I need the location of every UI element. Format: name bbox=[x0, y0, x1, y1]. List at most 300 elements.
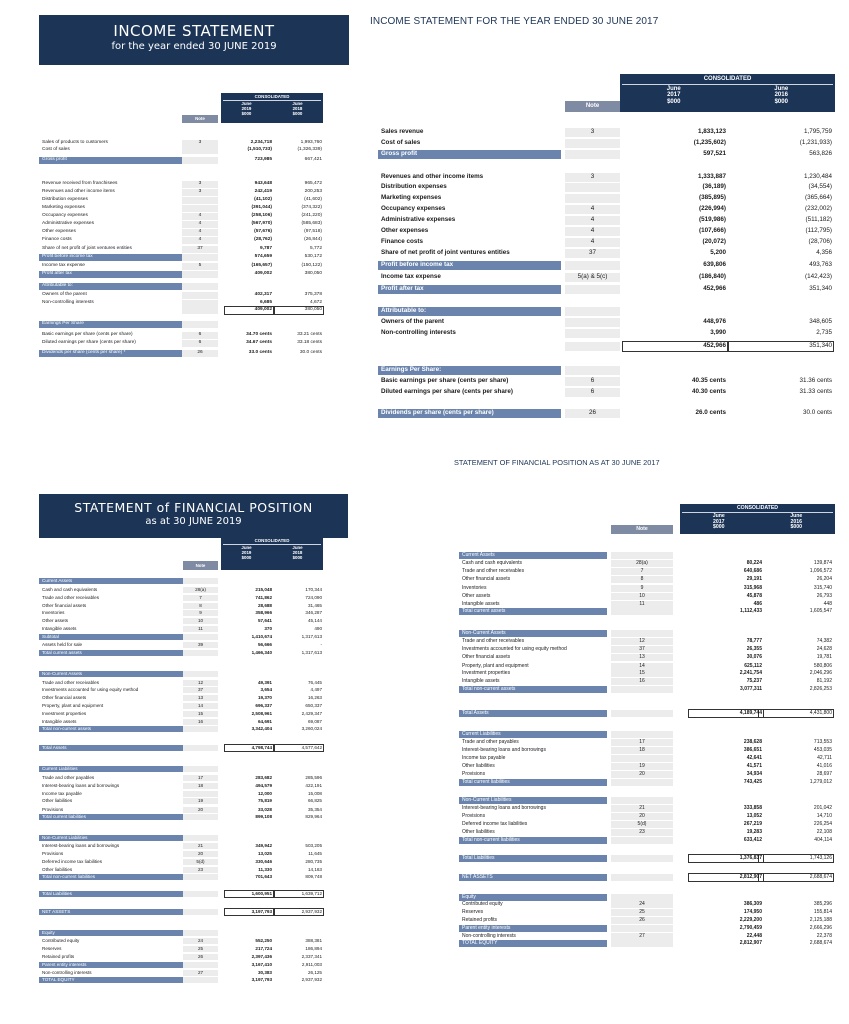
right_income-row-v2: (511,182) bbox=[805, 216, 832, 223]
right_position-row-v1: 2,812,907 bbox=[739, 874, 762, 880]
left_income-row-label: Basic earnings per share (cents per share) bbox=[42, 332, 133, 337]
right_income-row-v2: 493,763 bbox=[809, 261, 832, 268]
left_position-row-note: 15 bbox=[197, 711, 204, 716]
left_position-row-v2: 76,445 bbox=[307, 680, 322, 685]
left_position-row-v1: 11,330 bbox=[258, 867, 272, 872]
left_position-row-v2: 503,205 bbox=[305, 843, 322, 848]
left_income-row-v2: (241,220) bbox=[301, 213, 322, 218]
left_position-row-note: 25 bbox=[197, 946, 204, 951]
right_position-row-v2: 448 bbox=[823, 601, 832, 607]
left_position-row-note: 39 bbox=[197, 642, 204, 647]
left_income-row-v2: (26,844) bbox=[304, 237, 322, 242]
left_position-row-note bbox=[183, 962, 218, 968]
right_position-row-v1: 3,077,311 bbox=[740, 686, 762, 692]
left_position-consolidated-label: CONSOLIDATED bbox=[254, 538, 290, 543]
right_income-row-v1 bbox=[624, 366, 726, 375]
left_position-row-label: Non-Current Assets bbox=[42, 671, 83, 676]
left_income-col1-line: $000 bbox=[241, 110, 252, 116]
right_income-row-note bbox=[565, 366, 620, 375]
left_position-row-v1: 3,654 bbox=[260, 687, 272, 692]
left_position-row-v1 bbox=[226, 930, 272, 936]
left_position-row-v2: 170,344 bbox=[305, 587, 322, 592]
right_position-row-label: Interest-bearing loans and borrowings bbox=[462, 805, 546, 811]
right_position-row-v1: 174,950 bbox=[743, 909, 762, 915]
right_position-row-v2: 2,826,253 bbox=[809, 686, 832, 692]
right_position-row-note bbox=[611, 731, 673, 738]
right_income-row-v2: (1,231,933) bbox=[799, 139, 832, 146]
right_income-row-v1: 40.35 cents bbox=[692, 377, 726, 384]
right_position-row-v1: 2,812,907 bbox=[739, 940, 762, 946]
left_position-row-label: Total current assets bbox=[42, 650, 82, 655]
right_income-row-v2: 31.33 cents bbox=[799, 388, 832, 395]
right_position-col1-line: $000 bbox=[712, 524, 725, 531]
right_income-row-label: Sales revenue bbox=[381, 128, 424, 135]
right_position-row-v1: 30,076 bbox=[746, 654, 762, 660]
right_position-bar-row bbox=[459, 894, 607, 901]
right_position-row-note bbox=[611, 940, 673, 947]
left_position-row-label: Trade and other payables bbox=[42, 775, 95, 780]
left_income-row-v1: 242,419 bbox=[254, 189, 272, 194]
left_position-row-note: 27 bbox=[197, 970, 204, 975]
right_income-row-v1: 26.0 cents bbox=[695, 409, 726, 416]
left_position-row-note: 14 bbox=[197, 703, 204, 708]
left_position-row-v1: 1,600,951 bbox=[251, 891, 272, 896]
right_position-row-v2: 385,296 bbox=[813, 901, 832, 907]
right_income-row-note bbox=[565, 285, 620, 294]
left_position-row-label: Cash and cash equivalents bbox=[42, 587, 98, 592]
left_income-row-v2: (374,322) bbox=[301, 205, 322, 210]
right_income-row-v1: 5,200 bbox=[710, 249, 726, 256]
right_position-row-v2: 28,697 bbox=[816, 771, 832, 777]
right_income-row-label: Finance costs bbox=[381, 238, 423, 245]
right_position-row-note bbox=[611, 710, 673, 717]
right_position-row-v1: 633,412 bbox=[743, 837, 762, 843]
position-2019-banner bbox=[39, 494, 348, 538]
left_income-row-v1: (1,510,733) bbox=[247, 147, 272, 152]
right_position-row-label: Reserves bbox=[462, 909, 484, 915]
right_income-col1-line: June bbox=[666, 86, 681, 92]
left_income-row-v1: 33.0 cents bbox=[248, 350, 272, 355]
left_income-row-v1: (258,106) bbox=[251, 213, 272, 218]
right_income-row-v1: (36,189) bbox=[702, 183, 726, 190]
right_income-row-label: Basic earnings per share (cents per share) bbox=[381, 377, 509, 384]
right_income-row-v2 bbox=[730, 307, 832, 316]
left_income-col2-line: June bbox=[292, 101, 303, 107]
left_income-row-label: Other expenses bbox=[42, 229, 76, 234]
left_position-row-v1: 701,643 bbox=[255, 874, 272, 879]
right_position-row-note: 19 bbox=[639, 763, 645, 769]
right_position-row-v1: 1,112,433 bbox=[740, 608, 762, 614]
right_income-col1-header bbox=[620, 86, 728, 105]
left_position-row-label: Total Liabilities bbox=[42, 891, 72, 896]
right_income-row-note: 4 bbox=[590, 238, 595, 245]
left_income-row-v1: (57,676) bbox=[254, 229, 272, 234]
left_position-row-note: 17 bbox=[197, 775, 204, 780]
income-2019-title: INCOME STATEMENT bbox=[113, 22, 275, 40]
right_income-col2-line: June bbox=[774, 86, 789, 92]
right_position-row-v1 bbox=[690, 552, 762, 559]
left_position-row-label: Reserves bbox=[42, 946, 62, 951]
right_position-row-v2: 713,553 bbox=[813, 739, 832, 745]
left_income-row-note: 4 bbox=[198, 229, 202, 234]
left_position-row-label: Income tax payable bbox=[42, 791, 82, 796]
left_income-row-v2 bbox=[276, 283, 322, 290]
right_income-row-label: Diluted earnings per share (cents per share) bbox=[381, 388, 513, 395]
left_income-row-label: Profit after tax bbox=[42, 271, 72, 276]
right_income-row-note: 6 bbox=[590, 377, 595, 384]
right_position-row-v2: 1,096,572 bbox=[809, 568, 832, 574]
left_income-row-v2: 375,378 bbox=[304, 292, 322, 297]
income-2019-banner bbox=[39, 15, 349, 65]
right_position-row-label: Total current assets bbox=[462, 608, 506, 614]
left_position-row-label: Total non-current liabilities bbox=[42, 874, 96, 879]
right_position-row-v1: 625,112 bbox=[744, 663, 762, 669]
right_position-row-label: Intangible assets bbox=[462, 678, 500, 684]
left_position-row-v2: 490 bbox=[314, 626, 322, 631]
left_income-row-note bbox=[182, 292, 218, 299]
left_position-row-label: Investment properties bbox=[42, 711, 87, 716]
right_income-row-label: Gross profit bbox=[381, 150, 418, 157]
right_income-row-label: Owners of the parent bbox=[381, 318, 444, 325]
right_position-row-v1: 29,191 bbox=[746, 576, 762, 582]
left_income-row-note bbox=[182, 254, 218, 261]
right_position-header-block bbox=[680, 504, 835, 534]
right_income-row-v1: (385,895) bbox=[699, 194, 726, 201]
left_position-row-note bbox=[183, 634, 218, 640]
income-2017-title: INCOME STATEMENT FOR THE YEAR ENDED 30 JUNE 2017 bbox=[370, 16, 659, 27]
right_income-row-note bbox=[565, 329, 620, 338]
right_position-row-v2: 201,042 bbox=[813, 805, 832, 811]
position-2017-title: STATEMENT OF FINANCIAL POSITION AS AT 30 JUNE 2017 bbox=[454, 458, 660, 467]
left_income-row-note bbox=[182, 307, 218, 314]
right_position-row-v2 bbox=[760, 894, 832, 901]
left_position-row-v1: 19,370 bbox=[257, 695, 272, 700]
left_position-row-label: Subtotal bbox=[42, 634, 59, 639]
left_position-row-v2: - bbox=[320, 642, 322, 647]
right_position-row-v2: 81,192 bbox=[816, 678, 832, 684]
right_position-row-v1: 743,425 bbox=[743, 779, 762, 785]
left_position-row-note: 5(d) bbox=[196, 859, 205, 864]
right_position-row-v1: 78,777 bbox=[746, 638, 762, 644]
left_position-row-v2: 26,125 bbox=[307, 970, 322, 975]
left_position-row-label: Assets held for sale bbox=[42, 642, 83, 647]
right_position-col2-header bbox=[758, 514, 836, 530]
left_income-row-v1: 34.67 cents bbox=[246, 340, 272, 345]
left_position-row-label: Interest-bearing loans and borrowings bbox=[42, 843, 120, 848]
right_income-row-label: Revenues and other income items bbox=[381, 173, 484, 180]
left_income-row-note: 5 bbox=[198, 263, 202, 268]
right_position-row-note bbox=[611, 894, 673, 901]
left_position-row-note bbox=[183, 791, 218, 797]
left_income-row-note: 4 bbox=[198, 237, 202, 242]
left_position-row-note: 8 bbox=[199, 603, 202, 608]
left_income-row-v1: (567,970) bbox=[251, 221, 272, 226]
left_position-col2-header bbox=[272, 546, 323, 560]
left_position-row-label: Parent entity interests bbox=[42, 962, 87, 967]
right_position-row-label: Total Liabilities bbox=[462, 855, 495, 861]
right_position-row-note bbox=[611, 630, 673, 637]
left_position-row-v1: 1,466,340 bbox=[251, 650, 272, 655]
left_position-row-v2 bbox=[276, 835, 322, 841]
right_position-row-note: 10 bbox=[639, 593, 645, 599]
right_income-row-note bbox=[565, 150, 620, 159]
left_position-row-v2: 31,465 bbox=[307, 603, 322, 608]
left_position-row-label: Trade and other receivables bbox=[42, 595, 100, 600]
right_position-row-note bbox=[611, 552, 673, 559]
right_position-row-v2: 315,740 bbox=[813, 585, 832, 591]
right_income-row-label: Administrative expenses bbox=[381, 216, 456, 223]
right_income-row-v2: 1,230,484 bbox=[803, 173, 832, 180]
left_position-row-v2: 16,263 bbox=[307, 695, 322, 700]
right_income-row-note: 6 bbox=[590, 388, 595, 395]
right_position-row-v2: 41,016 bbox=[816, 763, 832, 769]
left_position-row-v2 bbox=[276, 930, 322, 936]
right_income-row-note: 5(a) & 5(c) bbox=[577, 273, 608, 280]
left_income-header-rule bbox=[223, 100, 321, 101]
right_position-note-header: Note bbox=[611, 525, 673, 534]
left_income-row-note: 4 bbox=[198, 213, 202, 218]
left_position-row-label: Other liabilities bbox=[42, 798, 73, 803]
left_position-col1-header bbox=[221, 546, 272, 560]
left_position-row-label: Total Assets bbox=[42, 745, 67, 750]
right_income-row-v2: (112,795) bbox=[805, 227, 832, 234]
left_income-row-v2: 5,772 bbox=[309, 246, 322, 251]
right_income-row-v1: 3,990 bbox=[710, 329, 726, 336]
right_income-row-v2: 1,795,759 bbox=[803, 128, 832, 135]
right_position-row-v1: 4,189,744 bbox=[739, 710, 762, 716]
left_position-row-label: Trade and other receivables bbox=[42, 680, 100, 685]
right_position-row-v1: 19,283 bbox=[746, 829, 762, 835]
right_income-col2-header bbox=[728, 86, 836, 105]
left_income-row-note: 26 bbox=[197, 350, 203, 355]
left_position-row-label: Other financial assets bbox=[42, 603, 87, 608]
right_income-row-v1: 448,976 bbox=[703, 318, 726, 325]
left_income-row-note bbox=[182, 300, 218, 307]
right_position-row-note: 11 bbox=[639, 601, 645, 607]
right_position-col1-header bbox=[680, 514, 758, 530]
left_income-row-label: Distribution expenses bbox=[42, 197, 88, 202]
right_position-row-label: Interest-bearing loans and borrowings bbox=[462, 747, 546, 753]
right_income-row-note: 4 bbox=[590, 216, 595, 223]
right_position-row-note: 26 bbox=[639, 917, 645, 923]
position-2019-title: STATEMENT of FINANCIAL POSITION bbox=[74, 500, 313, 515]
right_income-row-label: Share of net profit of joint ventures entities bbox=[381, 249, 510, 256]
right_position-row-v2: 42,711 bbox=[817, 755, 832, 761]
right_income-row-label: Other expenses bbox=[381, 227, 429, 234]
left_position-row-label: Non-controlling interests bbox=[42, 970, 92, 975]
right_position-col2-line: 2016 bbox=[790, 518, 803, 525]
left_income-row-v2: 200,253 bbox=[304, 189, 322, 194]
right_income-row-v1: (519,986) bbox=[699, 216, 726, 223]
left_income-row-note bbox=[182, 157, 218, 164]
left_position-row-note: 20 bbox=[197, 807, 204, 812]
left_position-row-note bbox=[183, 650, 218, 656]
right_income-col2-line: 2016 bbox=[774, 92, 788, 99]
left_income-row-v1 bbox=[226, 321, 272, 328]
left_income-note-header: Note bbox=[182, 115, 218, 123]
right_income-row-note: 3 bbox=[590, 173, 595, 180]
right_income-row-v2: (232,002) bbox=[805, 205, 832, 212]
right_position-row-note: 14 bbox=[639, 663, 645, 669]
right_income-row-label: Profit after tax bbox=[381, 285, 424, 292]
left_income-consolidated-label: CONSOLIDATED bbox=[254, 94, 290, 99]
right_position-row-v1: 386,651 bbox=[743, 747, 762, 753]
right_position-row-note: 7 bbox=[640, 568, 644, 574]
right_position-row-v2: 2,688,674 bbox=[809, 874, 832, 880]
left_position-row-note: 28(a) bbox=[195, 587, 206, 592]
right_position-row-label: Trade and other receivables bbox=[462, 638, 525, 644]
left_income-row-label: Sales of products to customers bbox=[42, 140, 108, 145]
left_position-row-v1: 3,197,793 bbox=[251, 909, 272, 914]
right_position-row-label: Other financial assets bbox=[462, 576, 511, 582]
right_income-row-note: 26 bbox=[588, 409, 596, 416]
left_position-row-v2: 1,317,613 bbox=[301, 650, 322, 655]
right_position-row-v1: 42,641 bbox=[746, 755, 762, 761]
right_position-row-v2: 2,688,674 bbox=[809, 940, 832, 946]
right_position-row-label: Property, plant and equipment bbox=[462, 663, 529, 669]
right_income-row-v2: 2,735 bbox=[816, 329, 832, 336]
left_position-row-v2 bbox=[276, 578, 322, 584]
right_position-row-v2: 453,035 bbox=[813, 747, 832, 753]
right_position-row-v1 bbox=[690, 630, 762, 637]
left_income-row-note: 3 bbox=[198, 181, 202, 186]
left_position-row-label: Intangible assets bbox=[42, 719, 77, 724]
right_position-row-label: Trade and other payables bbox=[462, 739, 519, 745]
right_position-row-label: Inventories bbox=[462, 585, 487, 591]
left_position-row-label: Retained profits bbox=[42, 954, 75, 959]
right_position-row-v1: 238,628 bbox=[743, 739, 762, 745]
right_income-row-v2: (142,423) bbox=[805, 273, 832, 280]
right_position-consolidated-label: CONSOLIDATED bbox=[736, 505, 779, 511]
left_position-row-v1 bbox=[226, 578, 272, 584]
right_position-row-label: TOTAL EQUITY bbox=[462, 940, 498, 946]
left_income-row-v2: (585,683) bbox=[301, 221, 322, 226]
right_income-row-v1: 452,966 bbox=[703, 342, 726, 349]
left_position-row-label: Non-Current Liabilities bbox=[42, 835, 88, 840]
left_income-row-v1 bbox=[226, 283, 272, 290]
left_position-row-v2: 422,191 bbox=[305, 783, 322, 788]
left_position-row-v1: 4,798,744 bbox=[251, 745, 272, 750]
left_position-row-label: Other liabilities bbox=[42, 867, 73, 872]
right_position-row-note: 16 bbox=[639, 678, 645, 684]
right_position-row-v2: 2,666,296 bbox=[809, 925, 832, 931]
left_position-row-note: 9 bbox=[199, 610, 202, 615]
right_income-row-v1: (1,235,602) bbox=[693, 139, 726, 146]
right_position-row-v1: 34,934 bbox=[746, 771, 762, 777]
left_position-row-label: Inventories bbox=[42, 610, 65, 615]
right_position-row-note: 27 bbox=[639, 933, 645, 939]
right_position-row-v2 bbox=[760, 552, 832, 559]
left_income-header-block bbox=[221, 93, 323, 123]
right_income-row-label: Non-controlling interests bbox=[381, 329, 456, 336]
left_position-row-v1: 30,383 bbox=[257, 970, 272, 975]
left_position-row-v2: 724,090 bbox=[305, 595, 322, 600]
right_position-row-note bbox=[611, 855, 673, 862]
left_income-row-v2: 667,421 bbox=[304, 157, 322, 162]
right_position-row-note: 15 bbox=[639, 670, 645, 676]
right_position-row-note bbox=[611, 608, 673, 615]
left_position-row-v2: 2,429,347 bbox=[301, 711, 322, 716]
right_income-row-v2: 348,605 bbox=[809, 318, 832, 325]
left_income-row-label: Gross profit bbox=[42, 157, 67, 162]
right_position-row-v1: 2,790,459 bbox=[739, 925, 762, 931]
left_position-row-v2: 2,337,341 bbox=[301, 954, 322, 959]
right_income-row-v1: (107,666) bbox=[699, 227, 726, 234]
right_position-row-note bbox=[611, 686, 673, 693]
left_position-row-label: Total non-current assets bbox=[42, 726, 92, 731]
left_position-row-v1: 217,724 bbox=[255, 946, 272, 951]
left_income-row-v2: 380,050 bbox=[304, 271, 322, 276]
left_income-row-label: Occupancy expenses bbox=[42, 213, 88, 218]
right_position-row-label: Other liabilities bbox=[462, 829, 495, 835]
left_position-row-v1: 696,337 bbox=[255, 703, 272, 708]
left_position-row-v2: 35,354 bbox=[307, 807, 322, 812]
left_position-row-v1: 330,646 bbox=[255, 859, 272, 864]
right_income-row-label: Dividends per share (cents per share) bbox=[381, 409, 494, 416]
left_position-row-note: 26 bbox=[197, 954, 204, 959]
left_position-row-note bbox=[183, 977, 218, 983]
right_position-col1-line: 2017 bbox=[712, 518, 725, 525]
left_position-row-v1: 741,862 bbox=[255, 595, 272, 600]
right_position-col1-line: June bbox=[712, 513, 725, 520]
left_position-row-v1: 358,966 bbox=[255, 610, 272, 615]
left_position-col1-line: $000 bbox=[241, 554, 252, 560]
right_income-row-label: Distribution expenses bbox=[381, 183, 447, 190]
left_income-row-note: 4 bbox=[198, 221, 202, 226]
right_position-row-note bbox=[611, 837, 673, 844]
left_position-row-v2: 69,087 bbox=[307, 719, 322, 724]
left_position-row-v1: 12,000 bbox=[257, 791, 272, 796]
left_position-col2-line: 2018 bbox=[292, 550, 303, 556]
left_income-row-v1: 409,002 bbox=[254, 307, 272, 312]
right_position-row-label: Total non-current liabilities bbox=[462, 837, 520, 843]
right_position-row-label: Non-controlling interests bbox=[462, 933, 516, 939]
left_position-row-label: Provisions bbox=[42, 807, 64, 812]
left_income-row-v2: 33.18 cents bbox=[297, 340, 322, 345]
right_position-row-note bbox=[611, 755, 673, 762]
left_income-row-v1: 6,685 bbox=[259, 300, 272, 305]
right_position-row-v2 bbox=[760, 797, 832, 804]
right_income-row-v1: 639,806 bbox=[703, 261, 726, 268]
left_position-row-v1: 3,342,404 bbox=[251, 726, 272, 731]
left_position-row-label: Deferred income tax liabilities bbox=[42, 859, 102, 864]
right_position-row-v1: 13,052 bbox=[746, 813, 762, 819]
left_income-row-note: 3 bbox=[198, 140, 202, 145]
left_position-row-v1: 75,819 bbox=[257, 798, 272, 803]
left_position-row-note bbox=[183, 909, 218, 915]
left_position-row-v1: 3,167,410 bbox=[251, 962, 272, 967]
left_income-row-note bbox=[182, 197, 218, 204]
left_income-row-label: Share of net profit of joint ventures entities bbox=[42, 246, 132, 251]
right_position-row-note bbox=[611, 874, 673, 881]
position-2019-subtitle: as at 30 JUNE 2019 bbox=[145, 516, 242, 527]
left_position-row-label: Other assets bbox=[42, 618, 69, 623]
right_income-row-note bbox=[565, 139, 620, 148]
right_income-row-v2: (365,664) bbox=[805, 194, 832, 201]
right_position-row-label: NET ASSETS bbox=[462, 874, 493, 880]
right_position-row-v1: 45,878 bbox=[746, 593, 762, 599]
right_position-row-v2: 226,254 bbox=[813, 821, 832, 827]
right_position-row-v1: 80,224 bbox=[746, 560, 762, 566]
left_income-row-v1: (28,762) bbox=[254, 237, 272, 242]
left_income-row-v1: 574,659 bbox=[254, 254, 272, 259]
right_position-row-v1: 2,229,200 bbox=[739, 917, 762, 923]
left_position-row-note bbox=[183, 814, 218, 820]
left_income-row-v1: (391,044) bbox=[251, 205, 272, 210]
right_position-row-v1: 75,237 bbox=[746, 678, 762, 684]
right_position-row-v1: 315,968 bbox=[743, 585, 762, 591]
right_position-row-v1 bbox=[690, 797, 762, 804]
